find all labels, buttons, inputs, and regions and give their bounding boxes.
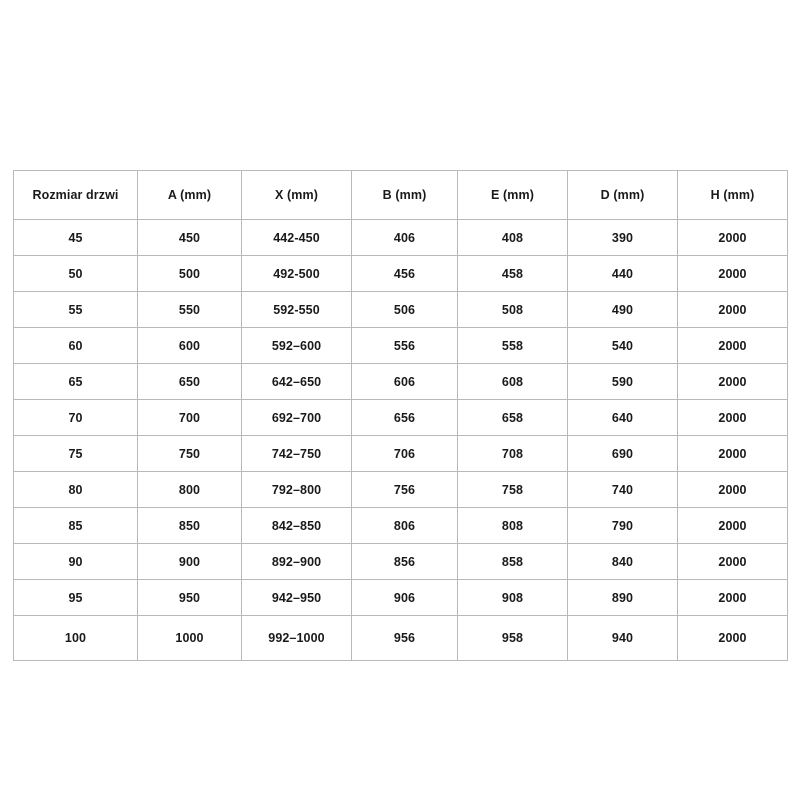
cell-e: 708 xyxy=(458,436,568,472)
cell-a: 550 xyxy=(138,292,242,328)
table-row xyxy=(14,400,788,436)
cell-door-size: 90 xyxy=(14,544,138,580)
cell-b: 506 xyxy=(352,292,458,328)
table-row xyxy=(14,580,788,616)
column-header-h: H (mm) xyxy=(678,171,788,220)
table-row xyxy=(14,220,788,256)
cell-e: 408 xyxy=(458,220,568,256)
cell-x: 892–900 xyxy=(242,544,352,580)
cell-x: 742–750 xyxy=(242,436,352,472)
cell-e: 908 xyxy=(458,580,568,616)
cell-b: 906 xyxy=(352,580,458,616)
door-size-table xyxy=(13,170,788,661)
cell-b: 606 xyxy=(352,364,458,400)
cell-h: 2000 xyxy=(678,436,788,472)
cell-e: 758 xyxy=(458,472,568,508)
cell-a: 850 xyxy=(138,508,242,544)
cell-d: 540 xyxy=(568,328,678,364)
cell-e: 808 xyxy=(458,508,568,544)
cell-door-size: 85 xyxy=(14,508,138,544)
cell-a: 750 xyxy=(138,436,242,472)
column-header-b: B (mm) xyxy=(352,171,458,220)
cell-b: 806 xyxy=(352,508,458,544)
cell-x: 642–650 xyxy=(242,364,352,400)
cell-b: 756 xyxy=(352,472,458,508)
cell-door-size: 75 xyxy=(14,436,138,472)
cell-a: 1000 xyxy=(138,616,242,661)
cell-e: 558 xyxy=(458,328,568,364)
cell-x: 992–1000 xyxy=(242,616,352,661)
cell-x: 842–850 xyxy=(242,508,352,544)
cell-h: 2000 xyxy=(678,544,788,580)
column-header-door-size: Rozmiar drzwi xyxy=(14,171,138,220)
cell-b: 956 xyxy=(352,616,458,661)
cell-a: 800 xyxy=(138,472,242,508)
cell-x: 492-500 xyxy=(242,256,352,292)
cell-h: 2000 xyxy=(678,616,788,661)
cell-h: 2000 xyxy=(678,220,788,256)
cell-d: 690 xyxy=(568,436,678,472)
cell-e: 958 xyxy=(458,616,568,661)
cell-h: 2000 xyxy=(678,472,788,508)
cell-a: 650 xyxy=(138,364,242,400)
cell-h: 2000 xyxy=(678,508,788,544)
cell-e: 608 xyxy=(458,364,568,400)
cell-a: 500 xyxy=(138,256,242,292)
cell-x: 692–700 xyxy=(242,400,352,436)
cell-e: 458 xyxy=(458,256,568,292)
cell-x: 592–600 xyxy=(242,328,352,364)
table-row xyxy=(14,328,788,364)
cell-b: 456 xyxy=(352,256,458,292)
cell-d: 490 xyxy=(568,292,678,328)
table-head xyxy=(14,171,788,220)
cell-x: 592-550 xyxy=(242,292,352,328)
cell-d: 940 xyxy=(568,616,678,661)
cell-d: 440 xyxy=(568,256,678,292)
cell-door-size: 60 xyxy=(14,328,138,364)
cell-x: 442-450 xyxy=(242,220,352,256)
cell-d: 790 xyxy=(568,508,678,544)
cell-h: 2000 xyxy=(678,256,788,292)
cell-door-size: 70 xyxy=(14,400,138,436)
cell-door-size: 100 xyxy=(14,616,138,661)
table-row xyxy=(14,364,788,400)
cell-d: 840 xyxy=(568,544,678,580)
column-header-x: X (mm) xyxy=(242,171,352,220)
cell-a: 450 xyxy=(138,220,242,256)
table-row xyxy=(14,544,788,580)
cell-b: 706 xyxy=(352,436,458,472)
cell-door-size: 45 xyxy=(14,220,138,256)
cell-b: 856 xyxy=(352,544,458,580)
cell-b: 656 xyxy=(352,400,458,436)
cell-a: 950 xyxy=(138,580,242,616)
cell-d: 740 xyxy=(568,472,678,508)
table-row xyxy=(14,256,788,292)
column-header-e: E (mm) xyxy=(458,171,568,220)
column-header-a: A (mm) xyxy=(138,171,242,220)
cell-e: 658 xyxy=(458,400,568,436)
table-row xyxy=(14,508,788,544)
table-body xyxy=(14,220,788,661)
cell-d: 640 xyxy=(568,400,678,436)
cell-h: 2000 xyxy=(678,364,788,400)
cell-door-size: 95 xyxy=(14,580,138,616)
table-row xyxy=(14,616,788,661)
cell-h: 2000 xyxy=(678,400,788,436)
table-row xyxy=(14,436,788,472)
cell-door-size: 50 xyxy=(14,256,138,292)
column-header-d: D (mm) xyxy=(568,171,678,220)
cell-a: 700 xyxy=(138,400,242,436)
cell-a: 900 xyxy=(138,544,242,580)
cell-b: 406 xyxy=(352,220,458,256)
cell-d: 390 xyxy=(568,220,678,256)
cell-x: 792–800 xyxy=(242,472,352,508)
table-header-row xyxy=(14,171,788,220)
cell-h: 2000 xyxy=(678,292,788,328)
cell-e: 508 xyxy=(458,292,568,328)
cell-door-size: 65 xyxy=(14,364,138,400)
cell-d: 590 xyxy=(568,364,678,400)
table-row xyxy=(14,292,788,328)
cell-e: 858 xyxy=(458,544,568,580)
cell-door-size: 55 xyxy=(14,292,138,328)
table-row xyxy=(14,472,788,508)
cell-x: 942–950 xyxy=(242,580,352,616)
size-table-container xyxy=(13,170,787,661)
cell-door-size: 80 xyxy=(14,472,138,508)
cell-d: 890 xyxy=(568,580,678,616)
cell-b: 556 xyxy=(352,328,458,364)
cell-h: 2000 xyxy=(678,580,788,616)
cell-a: 600 xyxy=(138,328,242,364)
cell-h: 2000 xyxy=(678,328,788,364)
